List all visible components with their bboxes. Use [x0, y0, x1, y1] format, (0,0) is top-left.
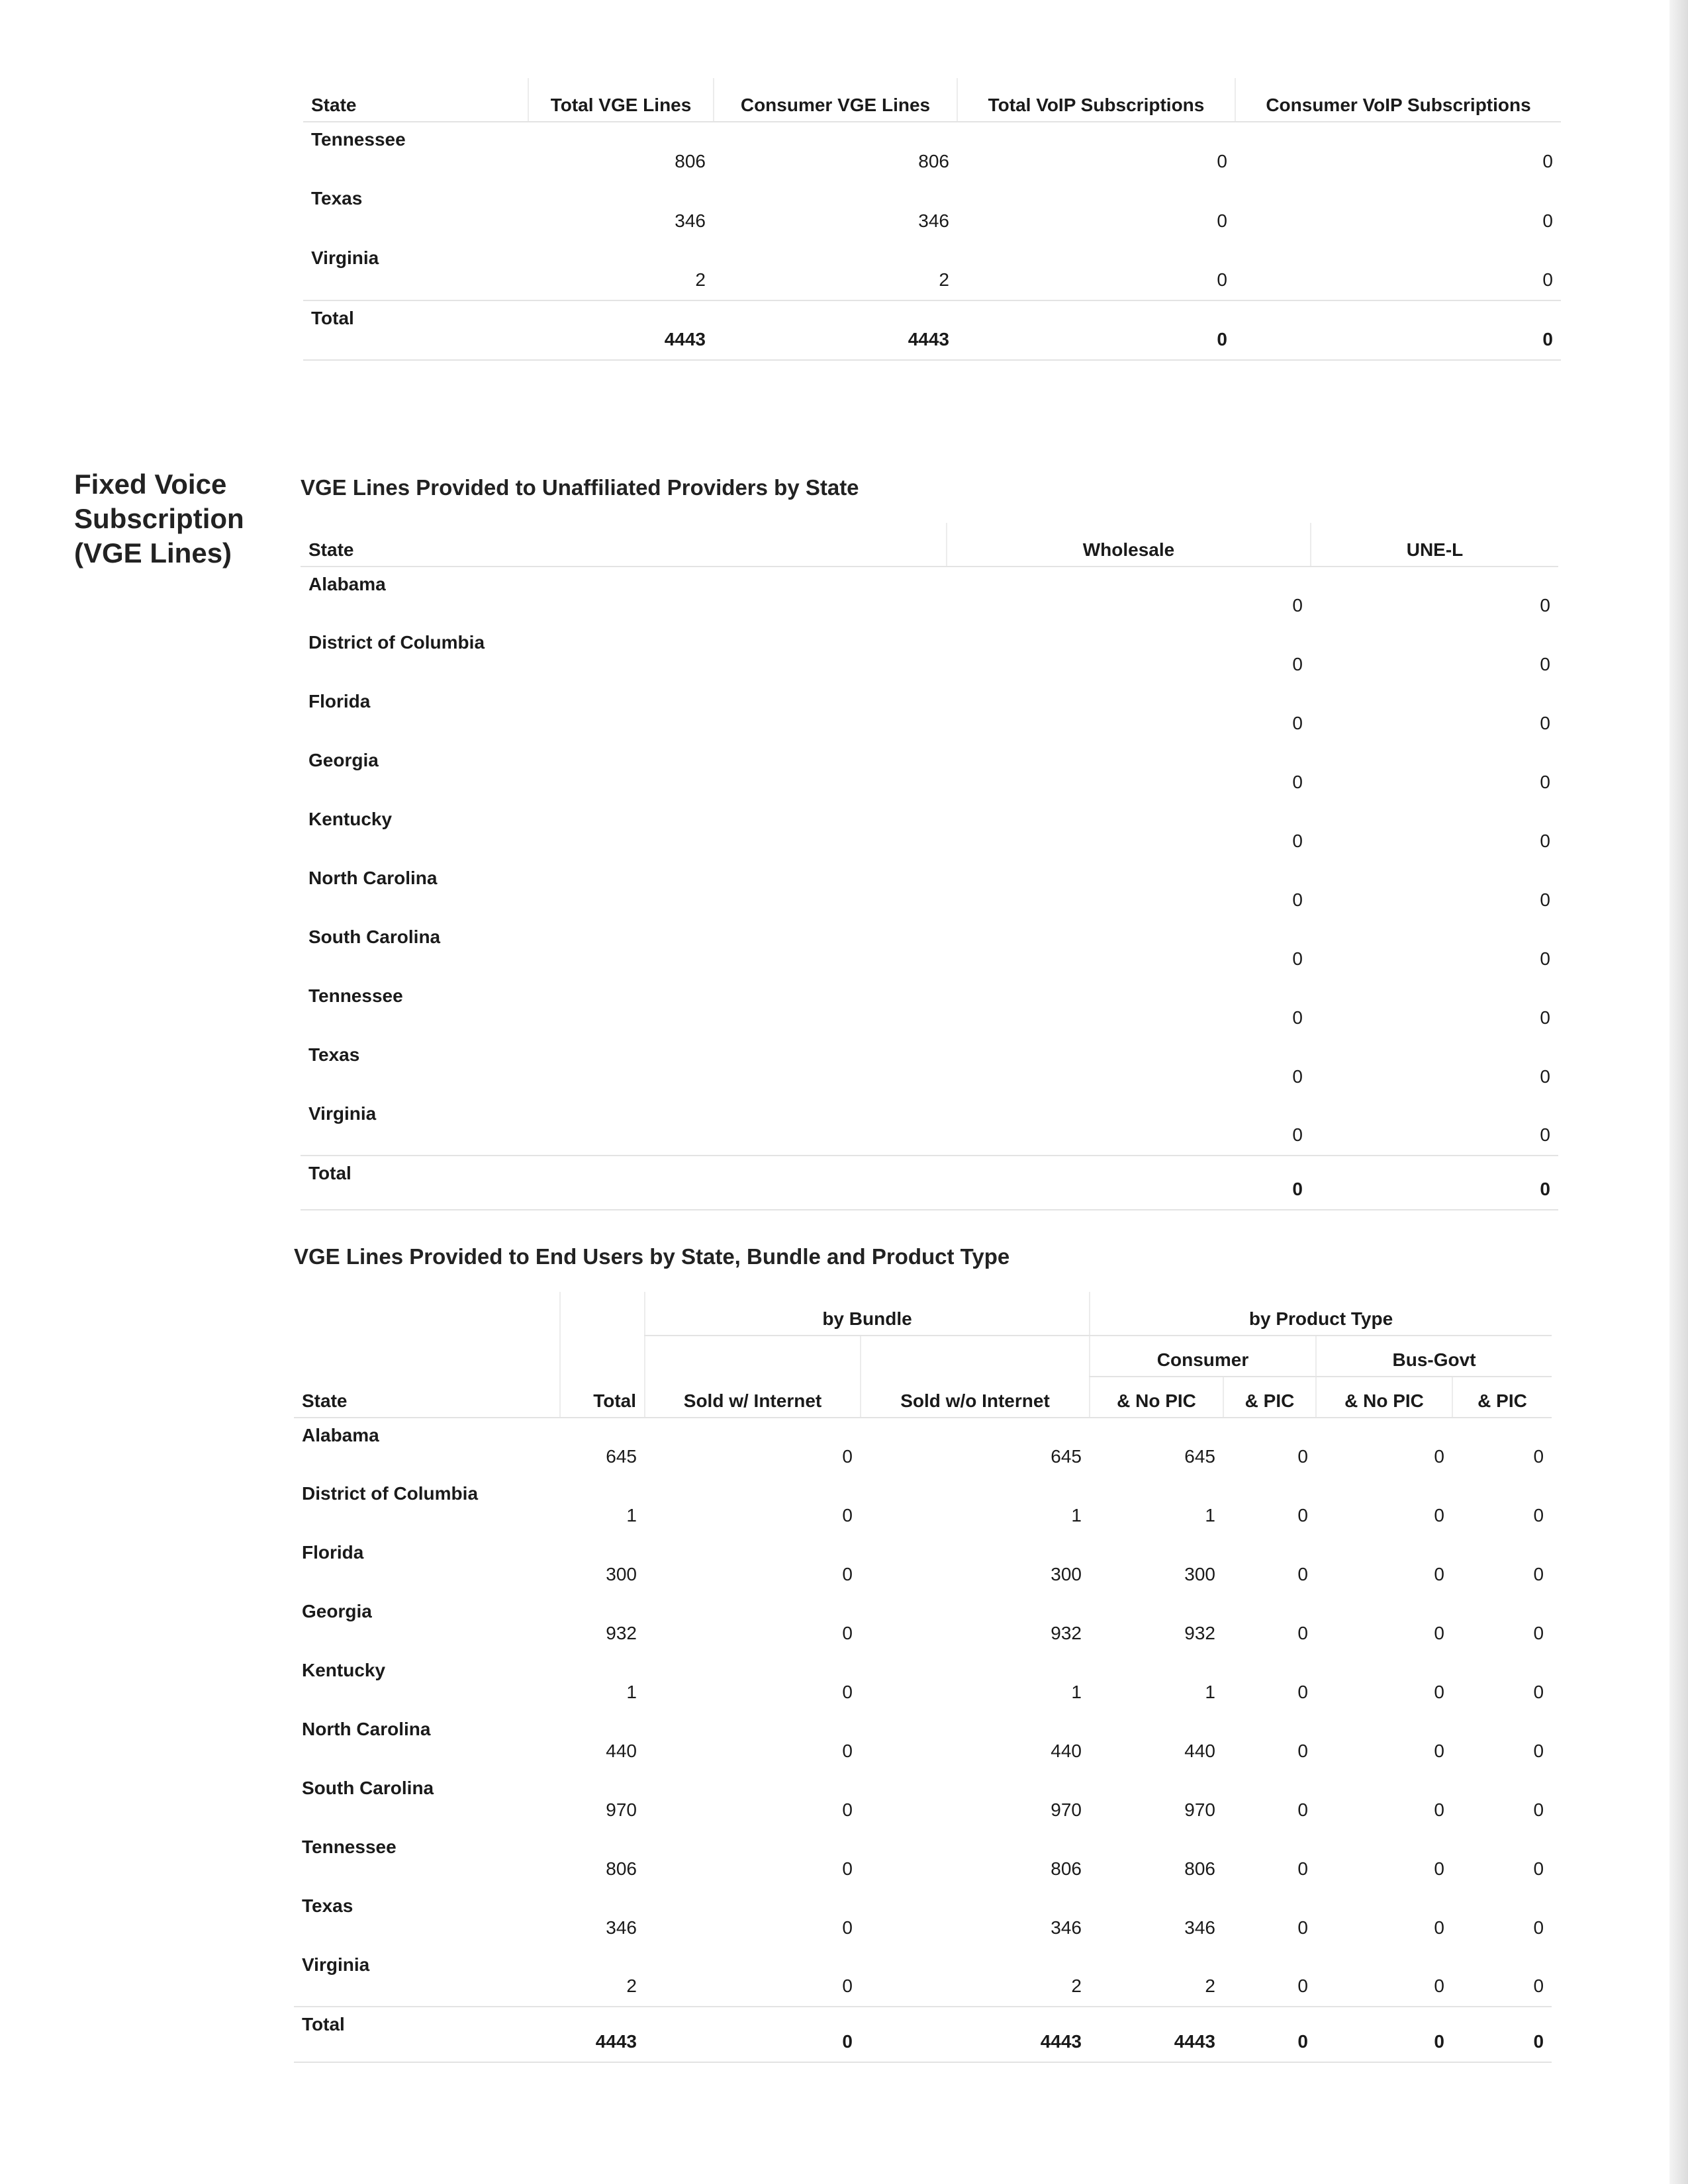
- header-consumer-no-pic: & No PIC: [1090, 1377, 1223, 1418]
- state-name: North Carolina: [308, 868, 438, 888]
- state-name: Tennessee: [308, 985, 403, 1006]
- cell-value: 0: [842, 1858, 853, 1879]
- table-row: [303, 181, 1561, 241]
- cell-value: 0: [947, 1156, 1311, 1210]
- total-row: [303, 300, 1561, 360]
- state-name: Tennessee: [302, 1837, 397, 1857]
- cell-value: 806: [606, 1858, 637, 1879]
- cell-value: 0: [1540, 772, 1550, 792]
- section-title-line: Fixed Voice: [74, 469, 227, 500]
- cell-value: 0: [1533, 1623, 1544, 1643]
- cell-value: 0: [1540, 1066, 1550, 1087]
- table-row: [294, 1477, 1552, 1535]
- cell-value: 0: [1316, 2007, 1452, 2062]
- state-name: Virginia: [308, 1103, 377, 1124]
- cell-value: 0: [1434, 1505, 1444, 1525]
- state-name: Virginia: [311, 248, 379, 268]
- table-row: [303, 122, 1561, 181]
- table-row: [294, 1418, 1552, 1477]
- cell-value: 2: [939, 269, 949, 290]
- table-row: [303, 241, 1561, 300]
- cell-value: 0: [1434, 1623, 1444, 1643]
- cell-value: 0: [1540, 654, 1550, 674]
- cell-value: 0: [1434, 1799, 1444, 1820]
- cell-value: 970: [1184, 1799, 1215, 1820]
- cell-value: 932: [606, 1623, 637, 1643]
- cell-value: 970: [606, 1799, 637, 1820]
- unaffiliated-providers-table: [301, 523, 1558, 1210]
- cell-value: 0: [842, 1799, 853, 1820]
- cell-value: 0: [1292, 1007, 1303, 1028]
- cell-value: 0: [1292, 772, 1303, 792]
- cell-value: 0: [1434, 1682, 1444, 1702]
- cell-value: 806: [1184, 1858, 1215, 1879]
- header-consumer-pic: & PIC: [1223, 1377, 1316, 1418]
- total-label: Total: [303, 300, 528, 360]
- table-row: [294, 1594, 1552, 1653]
- cell-value: 0: [1297, 1564, 1308, 1584]
- state-name: Florida: [302, 1542, 364, 1563]
- state-name: Georgia: [308, 750, 379, 770]
- table-row: [301, 684, 1558, 743]
- cell-value: 806: [918, 151, 949, 171]
- state-name: Virginia: [302, 1954, 370, 1975]
- header-consumer-voip-subscriptions: Consumer VoIP Subscriptions: [1235, 78, 1561, 122]
- cell-value: 1: [626, 1682, 637, 1702]
- cell-value: 0: [1542, 151, 1553, 171]
- cell-value: 0: [957, 300, 1235, 360]
- cell-value: 1: [1071, 1682, 1082, 1702]
- state-name: Georgia: [302, 1601, 372, 1621]
- cell-value: 0: [1297, 1858, 1308, 1879]
- cell-value: 0: [1533, 1682, 1544, 1702]
- total-label: Total: [294, 2007, 560, 2062]
- header-une-l: UNE-L: [1311, 523, 1558, 567]
- state-name: South Carolina: [302, 1778, 434, 1798]
- cell-value: 440: [1184, 1741, 1215, 1761]
- cell-value: 300: [1184, 1564, 1215, 1584]
- cell-value: 300: [1051, 1564, 1082, 1584]
- group-header-consumer: Consumer: [1090, 1336, 1316, 1377]
- cell-value: 0: [1533, 1446, 1544, 1467]
- cell-value: 0: [1533, 1564, 1544, 1584]
- header-total-voip-subscriptions: Total VoIP Subscriptions: [957, 78, 1235, 122]
- cell-value: 0: [1434, 1917, 1444, 1938]
- cell-value: 0: [842, 1505, 853, 1525]
- cell-value: 4443: [714, 300, 957, 360]
- cell-value: 0: [1542, 269, 1553, 290]
- cell-value: 440: [606, 1741, 637, 1761]
- cell-value: 970: [1051, 1799, 1082, 1820]
- cell-value: 0: [1452, 2007, 1552, 2062]
- cell-value: 0: [1540, 831, 1550, 851]
- cell-value: 4443: [861, 2007, 1090, 2062]
- cell-value: 0: [1533, 1858, 1544, 1879]
- cell-value: 645: [1184, 1446, 1215, 1467]
- cell-value: 645: [1051, 1446, 1082, 1467]
- cell-value: 0: [1217, 210, 1227, 231]
- cell-value: 0: [1540, 1124, 1550, 1145]
- cell-value: 2: [626, 1976, 637, 1996]
- header-state: State: [303, 78, 528, 122]
- cell-value: 0: [1434, 1976, 1444, 1996]
- section-title: [74, 467, 244, 570]
- cell-value: 0: [1297, 1446, 1308, 1467]
- cell-value: 0: [1223, 2007, 1316, 2062]
- cell-value: 2: [695, 269, 706, 290]
- table-row: [294, 1653, 1552, 1712]
- table-row: [301, 625, 1558, 684]
- table-row: [294, 1948, 1552, 2007]
- state-name: Kentucky: [308, 809, 393, 829]
- cell-value: 1: [626, 1505, 637, 1525]
- cell-value: 0: [1540, 948, 1550, 969]
- cell-value: 645: [606, 1446, 637, 1467]
- cell-value: 0: [1542, 210, 1553, 231]
- cell-value: 0: [1292, 1124, 1303, 1145]
- cell-value: 1: [1205, 1505, 1215, 1525]
- cell-value: 0: [1434, 1741, 1444, 1761]
- section-title-line: Subscription: [74, 503, 244, 534]
- cell-value: 0: [1292, 713, 1303, 733]
- state-name: Tennessee: [311, 129, 406, 150]
- cell-value: 1: [1071, 1505, 1082, 1525]
- table-row: [301, 920, 1558, 979]
- total-row: [294, 2007, 1552, 2062]
- state-name: South Carolina: [308, 927, 441, 947]
- cell-value: 4443: [1090, 2007, 1223, 2062]
- cell-value: 346: [1051, 1917, 1082, 1938]
- cell-value: 0: [1297, 1741, 1308, 1761]
- cell-value: 0: [1292, 654, 1303, 674]
- cell-value: 932: [1184, 1623, 1215, 1643]
- cell-value: 0: [842, 1976, 853, 1996]
- state-name: Alabama: [308, 574, 386, 594]
- table-row: [301, 743, 1558, 802]
- cell-value: 0: [1533, 1799, 1544, 1820]
- cell-value: 0: [645, 2007, 861, 2062]
- state-name: Alabama: [302, 1425, 379, 1445]
- cell-value: 0: [1540, 713, 1550, 733]
- cell-value: 0: [842, 1623, 853, 1643]
- cell-value: 0: [1434, 1564, 1444, 1584]
- cell-value: 0: [842, 1682, 853, 1702]
- state-name: Texas: [308, 1044, 360, 1065]
- table-row: [301, 979, 1558, 1038]
- table-row: [294, 1535, 1552, 1594]
- header-state: State: [294, 1292, 560, 1418]
- header-total-vge-lines: Total VGE Lines: [528, 78, 714, 122]
- cell-value: 2: [1071, 1976, 1082, 1996]
- cell-value: 0: [842, 1917, 853, 1938]
- cell-value: 0: [1292, 831, 1303, 851]
- page-edge-shadow: [1669, 0, 1688, 2184]
- header-sold-without-internet: Sold w/o Internet: [861, 1336, 1090, 1418]
- header-bus-govt-no-pic: & No PIC: [1316, 1377, 1452, 1418]
- group-header-by-bundle: by Bundle: [645, 1292, 1090, 1336]
- cell-value: 0: [842, 1446, 853, 1467]
- state-name: Texas: [302, 1895, 353, 1916]
- cell-value: 0: [842, 1564, 853, 1584]
- cell-value: 0: [1297, 1976, 1308, 1996]
- cell-value: 346: [918, 210, 949, 231]
- cell-value: 0: [1292, 595, 1303, 615]
- vge-voip-summary-table: [303, 78, 1561, 361]
- header-sold-with-internet: Sold w/ Internet: [645, 1336, 861, 1418]
- cell-value: 0: [1235, 300, 1561, 360]
- cell-value: 0: [1533, 1505, 1544, 1525]
- end-users-title: VGE Lines Provided to End Users by State, Bundle and Product Type: [294, 1244, 1010, 1269]
- cell-value: 0: [1540, 889, 1550, 910]
- header-bus-govt-pic: & PIC: [1452, 1377, 1552, 1418]
- group-header-bus-govt: Bus-Govt: [1316, 1336, 1552, 1377]
- end-users-table: [294, 1292, 1552, 2063]
- table-row: [301, 861, 1558, 920]
- cell-value: 0: [1533, 1741, 1544, 1761]
- table-row: [301, 802, 1558, 861]
- table-row: [294, 1771, 1552, 1830]
- table-row: [294, 1889, 1552, 1948]
- cell-value: 1: [1205, 1682, 1215, 1702]
- state-name: Florida: [308, 691, 371, 711]
- cell-value: 932: [1051, 1623, 1082, 1643]
- cell-value: 0: [1297, 1682, 1308, 1702]
- cell-value: 300: [606, 1564, 637, 1584]
- header-state: State: [301, 523, 947, 567]
- header-consumer-vge-lines: Consumer VGE Lines: [714, 78, 957, 122]
- cell-value: 0: [1311, 1156, 1558, 1210]
- cell-value: 0: [1217, 151, 1227, 171]
- state-name: Kentucky: [302, 1660, 386, 1680]
- section-title-line: (VGE Lines): [74, 537, 232, 569]
- cell-value: 0: [1434, 1858, 1444, 1879]
- table-row: [294, 1712, 1552, 1771]
- cell-value: 0: [1540, 1007, 1550, 1028]
- state-name: District of Columbia: [302, 1483, 479, 1504]
- cell-value: 0: [1297, 1799, 1308, 1820]
- total-row: [301, 1156, 1558, 1210]
- unaffiliated-providers-title: VGE Lines Provided to Unaffiliated Providers by State: [301, 475, 859, 500]
- cell-value: 0: [1434, 1446, 1444, 1467]
- header-total: Total: [560, 1292, 645, 1418]
- state-name: District of Columbia: [308, 632, 485, 653]
- cell-value: 346: [1184, 1917, 1215, 1938]
- cell-value: 0: [1533, 1917, 1544, 1938]
- header-wholesale: Wholesale: [947, 523, 1311, 567]
- cell-value: 440: [1051, 1741, 1082, 1761]
- table-row: [301, 1097, 1558, 1156]
- cell-value: 806: [675, 151, 706, 171]
- cell-value: 0: [1292, 889, 1303, 910]
- table-row: [301, 567, 1558, 625]
- table-row: [294, 1830, 1552, 1889]
- cell-value: 0: [1297, 1623, 1308, 1643]
- cell-value: 0: [1292, 1066, 1303, 1087]
- cell-value: 0: [842, 1741, 853, 1761]
- cell-value: 806: [1051, 1858, 1082, 1879]
- state-name: Texas: [311, 188, 363, 208]
- cell-value: 0: [1297, 1917, 1308, 1938]
- total-label: Total: [301, 1156, 947, 1210]
- cell-value: 0: [1540, 595, 1550, 615]
- cell-value: 0: [1217, 269, 1227, 290]
- cell-value: 346: [675, 210, 706, 231]
- cell-value: 0: [1297, 1505, 1308, 1525]
- cell-value: 2: [1205, 1976, 1215, 1996]
- cell-value: 0: [1533, 1976, 1544, 1996]
- group-header-by-product-type: by Product Type: [1090, 1292, 1552, 1336]
- state-name: North Carolina: [302, 1719, 431, 1739]
- cell-value: 4443: [560, 2007, 645, 2062]
- cell-value: 0: [1292, 948, 1303, 969]
- cell-value: 4443: [528, 300, 714, 360]
- table-row: [301, 1038, 1558, 1097]
- cell-value: 346: [606, 1917, 637, 1938]
